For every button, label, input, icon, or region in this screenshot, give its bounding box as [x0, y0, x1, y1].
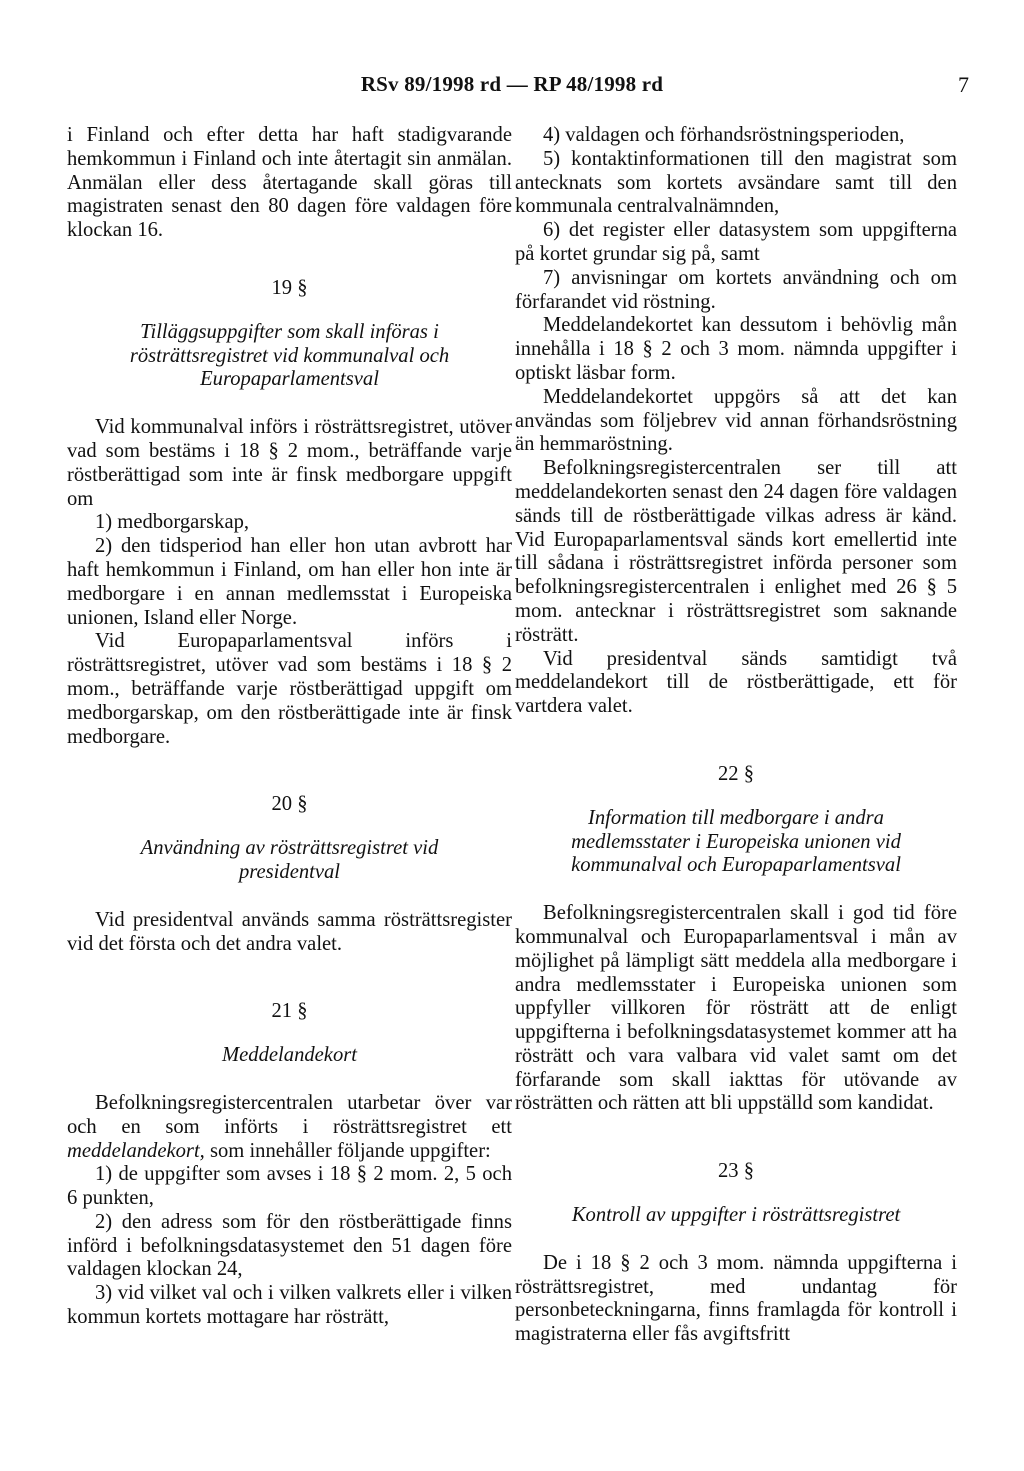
- section-19-number: 19 §: [271, 276, 308, 299]
- section-19-title-line: Europaparlamentsval: [200, 368, 379, 391]
- section-21-paragraph: Befolkningsregistercentralen ser till att meddelandekorten senast den 24 dagen före valdagen sänds till de röstberättigade vilkas adress är känd. Vid Europaparlamentsval sänds kort emellertid inte till sådana i rösträttsregistret införda personer som befolkningsregistercentralen i enlighet med 26 § 5 mom. antecknar i rösträttsregistret som saknande rösträtt.: [515, 457, 957, 646]
- section-20-title-line: Användning av rösträttsregistret vid: [140, 837, 439, 860]
- section-22-title-line: Information till medborgare i andra: [588, 806, 884, 829]
- section-21-title: Meddelandekort: [222, 1044, 357, 1067]
- continued-paragraph: i Finland och efter detta har haft stadigvarande hemkommun i Finland och inte återtagit sin anmälan. Anmälan eller dess återtagande skall göras till magistraten senast den 80 dagen före valdagen före klockan 16.: [67, 124, 512, 242]
- section-23-title: Kontroll av uppgifter i rösträttsregistret: [571, 1204, 901, 1227]
- left-column: [67, 124, 512, 1330]
- section-21-paragraph: Meddelandekortet kan dessutom i behövlig mån innehålla i 18 § 2 och 3 mom. nämnda uppgifter i optiskt läsbar form.: [515, 314, 957, 384]
- right-column: [515, 124, 957, 1347]
- section-19-paragraph: Vid kommunalval införs i rösträttsregistret, utöver vad som bestäms i 18 § 2 mom., beträffande varje röstberättigad som inte är finsk medborgare uppgift om: [67, 416, 512, 510]
- section-23-number: 23 §: [717, 1160, 755, 1183]
- section-19-title: [67, 321, 512, 392]
- section-22-number: 22 §: [717, 762, 755, 785]
- section-19-title-line: Tilläggsuppgifter som skall införas i: [140, 320, 439, 343]
- section-19-paragraph: Vid Europaparlamentsval införs i rösträttsregistret, utöver vad som bestäms i 18 § 2 mom., beträffande varje röstberättigad uppgift om medborgarskap, om den röstberättigade inte är finsk medborgare.: [67, 630, 512, 748]
- section-19-item: 2) den tidsperiod han eller hon utan avbrott har haft hemkommun i Finland, om han eller hon inte är medborgare i en annan medlemsstat i Europeiska unionen, Island eller Norge.: [67, 535, 512, 629]
- page-number: 7: [958, 72, 969, 97]
- section-19-title-line: rösträttsregistret vid kommunalval och: [129, 344, 450, 367]
- page-header: [0, 72, 1024, 102]
- section-19-item: 1) medborgarskap,: [95, 511, 250, 534]
- section-21-intro: [67, 1092, 512, 1163]
- section-21-paragraph: Vid presidentval sänds samtidigt två meddelandekort till de röstberättigade, ett för vartdera valet.: [515, 647, 957, 718]
- section-21-item: 1) de uppgifter som avses i 18 § 2 mom. 2, 5 och 6 punkten,: [67, 1163, 512, 1210]
- section-21-item: 4) valdagen och förhandsröstningsperioden,: [543, 124, 905, 146]
- section-20-paragraph: Vid presidentval används samma rösträttsregister vid det första och det andra valet.: [67, 908, 512, 955]
- section-20-title: [67, 837, 512, 885]
- section-21-item: 2) den adress som för den röstberättigade finns införd i befolkningsdatasystemet den 51 dagen före valdagen klockan 24,: [67, 1210, 512, 1281]
- section-20-title-line: presidentval: [238, 860, 341, 883]
- section-22-paragraph: Befolkningsregistercentralen skall i god tid före kommunalval och Europaparlamentsval i mån av möjlighet på lämpligt sätt meddela alla medborgare i andra medlemsstater i Europeiska unionen som uppfyller villkoren för rösträtt att de enligt uppgifterna i befolkningsdatasystemet kommer att ha rösträtt och vara valbara vid valet samt om det förfarande som skall iakttas för utövande av rösträtten och rätten att bli uppställd som kandidat.: [515, 902, 957, 1115]
- section-22-title: [515, 807, 957, 878]
- section-22-title-line: kommunalval och Europaparlamentsval: [571, 854, 901, 877]
- section-22-title-line: medlemsstater i Europeiska unionen vid: [571, 830, 901, 853]
- section-21-item: 5) kontaktinformationen till den magistrat som antecknats som kortets avsändare samt till den kommunala centralvalnämnden,: [515, 147, 957, 218]
- section-21-item: 6) det register eller datasystem som uppgifterna på kortet grundar sig på, samt: [515, 219, 957, 265]
- section-21-number: 21 §: [271, 1000, 308, 1023]
- section-21-paragraph: Meddelandekortet uppgörs så att det kan användas som följebrev vid annan förhandsröstning än hemmaröstning.: [515, 385, 957, 456]
- term-meddelandekort: meddelandekort,: [67, 1139, 205, 1162]
- section-21-item: 3) vid vilket val och i vilken valkrets eller i vilken kommun kortets mottagare har rösträtt,: [67, 1282, 512, 1329]
- running-head: RSv 89/1998 rd — RP 48/1998 rd: [360, 72, 664, 96]
- section-21-intro-text: Befolkningsregistercentralen utarbetar över var och en som införts i rösträttsregistret ett: [67, 1091, 512, 1138]
- section-23-paragraph: De i 18 § 2 och 3 mom. nämnda uppgifterna i rösträttsregistret, med undantag för personbeteckningarna, finns framlagda för kontroll i magistraterna eller fås avgiftsfritt: [515, 1251, 957, 1346]
- section-21-intro-text: som innehåller följande uppgifter:: [204, 1139, 491, 1162]
- section-21-item: 7) anvisningar om kortets användning och om förfarandet vid röstning.: [515, 266, 957, 313]
- section-20-number: 20 §: [271, 793, 308, 816]
